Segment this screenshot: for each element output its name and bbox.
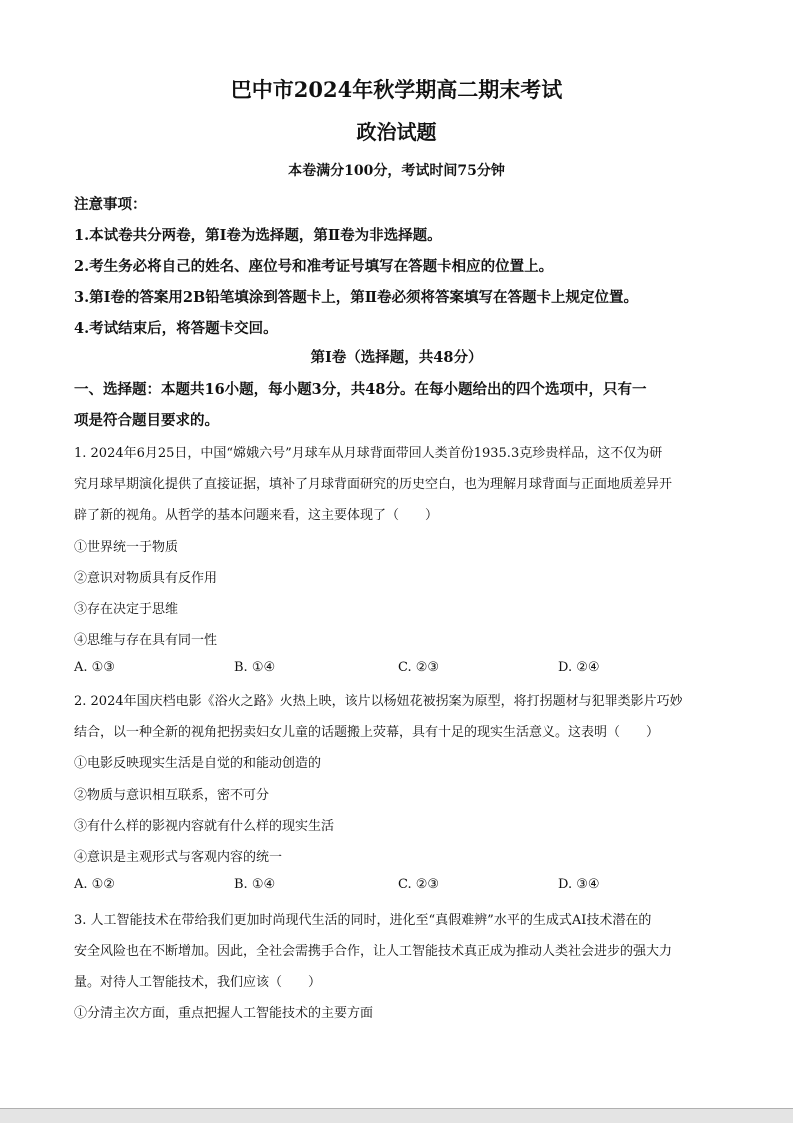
note-item: 3.第Ⅰ卷的答案用2B铅笔填涂到答题卡上，第Ⅱ卷必须将答案填写在答题卡上规定位置。 [74, 289, 638, 306]
question-1-choice-c: C. ②③ [398, 660, 440, 675]
note-item: 4.考试结束后，将答题卡交回。 [74, 320, 278, 337]
question-2-choice-d: D. ③④ [558, 877, 600, 892]
question-2-choice-a: A. ①② [74, 877, 115, 892]
question-1-statement: ①世界统一于物质 [74, 540, 179, 555]
question-1-line: 究月球早期演化提供了直接证据，填补了月球背面研究的历史空白，也为理解月球背面与正面地质差异开 [74, 477, 673, 492]
question-3-statement: ①分清主次方面，重点把握人工智能技术的主要方面 [74, 1006, 374, 1021]
question-1-choice-b: B. ①④ [234, 660, 276, 675]
exam-meta: 本卷满分100分，考试时间75分钟 [288, 163, 505, 179]
question-2-statement: ③有什么样的影视内容就有什么样的现实生活 [74, 819, 335, 834]
notes-heading: 注意事项： [74, 196, 147, 213]
question-3-line: 量。对待人工智能技术，我们应该（ ） [74, 975, 322, 990]
question-2-statement: ②物质与意识相互联系，密不可分 [74, 788, 270, 803]
page-bottom-bar [0, 1108, 793, 1123]
question-1-line: 辟了新的视角。从哲学的基本问题来看，这主要体现了（ ） [74, 508, 439, 523]
question-1-line: 1. 2024年6月25日，中国“嫦娥六号”月球车从月球背面带回人类首份1935.3克珍贵样品，这不仅为研 [74, 446, 663, 461]
question-2-statement: ①电影反映现实生活是自觉的和能动创造的 [74, 756, 322, 771]
exam-title: 巴中市2024年秋学期高二期末考试 [230, 77, 563, 102]
question-1-choice-d: D. ②④ [558, 660, 600, 675]
question-1-statement: ③存在决定于思维 [74, 602, 179, 617]
question-2-line: 结合，以一种全新的视角把拐卖妇女儿童的话题搬上荧幕，具有十足的现实生活意义。这表明（ ） [74, 725, 660, 740]
question-2-choice-b: B. ①④ [234, 877, 276, 892]
note-item: 1.本试卷共分两卷，第Ⅰ卷为选择题，第Ⅱ卷为非选择题。 [74, 227, 442, 244]
question-2-choice-c: C. ②③ [398, 877, 440, 892]
question-2-statement: ④意识是主观形式与客观内容的统一 [74, 850, 283, 865]
question-1-statement: ④思维与存在具有同一性 [74, 633, 218, 648]
note-item: 2.考生务必将自己的姓名、座位号和准考证号填写在答题卡相应的位置上。 [74, 258, 554, 275]
question-3-line: 安全风险也在不断增加。因此，全社会需携手合作，让人工智能技术真正成为推动人类社会进步的强大力 [74, 944, 673, 959]
section-heading-line: 一、选择题：本题共16小题，每小题3分，共48分。在每小题给出的四个选项中，只有一 [74, 381, 647, 398]
question-2-line: 2. 2024年国庆档电影《浴火之路》火热上映，该片以杨妞花被拐案为原型，将打拐题材与犯罪类影片巧妙 [74, 694, 683, 709]
question-1-statement: ②意识对物质具有反作用 [74, 571, 218, 586]
section-heading-line: 项是符合题目要求的。 [74, 412, 219, 429]
question-3-line: 3. 人工智能技术在带给我们更加时尚现代生活的同时，进化至“真假难辨”水平的生成式AI技术潜在的 [74, 913, 652, 928]
section-title: 第Ⅰ卷（选择题，共48分） [310, 349, 483, 366]
question-1-choice-a: A. ①③ [74, 660, 115, 675]
subject-title: 政治试题 [356, 120, 437, 144]
